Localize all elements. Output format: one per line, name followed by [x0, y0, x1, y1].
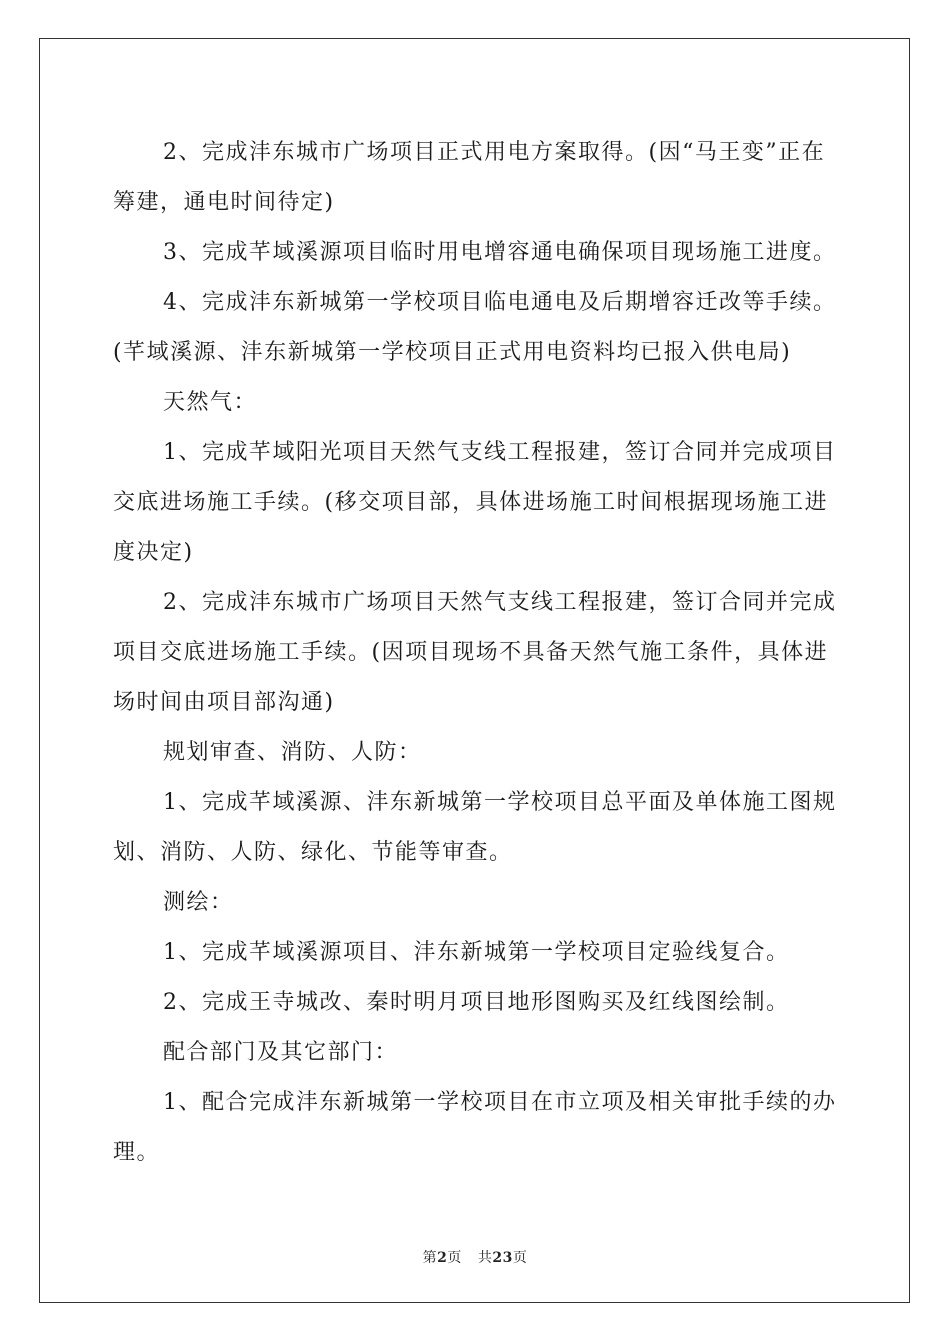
total-prefix: 共 [477, 1250, 493, 1266]
paragraph-power-2: 3、完成芊域溪源项目临时用电增容通电确保项目现场施工进度。 [163, 240, 837, 265]
section-heading-survey: 测绘： [163, 890, 234, 915]
page-footer [0, 1247, 950, 1267]
section-heading-planning: 规划审查、消防、人防： [163, 740, 422, 765]
section-heading-cooperation: 配合部门及其它部门： [163, 1040, 399, 1065]
page-number: 2 [437, 1250, 448, 1266]
paragraph-gas-1: 1、完成芊域阳光项目天然气支线工程报建，签订合同并完成项目交底进场施工手续。(移交项目部，具体进场施工时间根据现场施工进度决定) [113, 440, 837, 565]
paragraph-cooperation-1: 1、配合完成沣东新城第一学校项目在市立项及相关审批手续的办理。 [113, 1090, 837, 1165]
paragraph-survey-2: 2、完成王寺城改、秦时明月项目地形图购买及红线图绘制。 [163, 990, 790, 1015]
page-suffix: 页 [447, 1250, 462, 1266]
total-suffix: 页 [512, 1250, 528, 1266]
section-heading-gas: 天然气： [163, 390, 258, 415]
page-prefix: 第 [422, 1250, 438, 1266]
paragraph-planning-1: 1、完成芊域溪源、沣东新城第一学校项目总平面及单体施工图规划、消防、人防、绿化、节能等审查。 [113, 790, 837, 865]
paragraph-gas-2: 2、完成沣东城市广场项目天然气支线工程报建，签订合同并完成项目交底进场施工手续。(因项目现场不具备天然气施工条件，具体进场时间由项目部沟通) [113, 590, 837, 715]
document-body [113, 128, 840, 1178]
paragraph-power-3: 4、完成沣东新城第一学校项目临电通电及后期增容迁改等手续。(芊域溪源、沣东新城第一学校项目正式用电资料均已报入供电局) [113, 290, 837, 365]
paragraph-power-1: 2、完成沣东城市广场项目正式用电方案取得。(因“马王变”正在筹建，通电时间待定) [113, 140, 826, 215]
total-pages: 23 [492, 1250, 513, 1266]
paragraph-survey-1: 1、完成芊域溪源项目、沣东新城第一学校项目定验线复合。 [163, 940, 790, 965]
